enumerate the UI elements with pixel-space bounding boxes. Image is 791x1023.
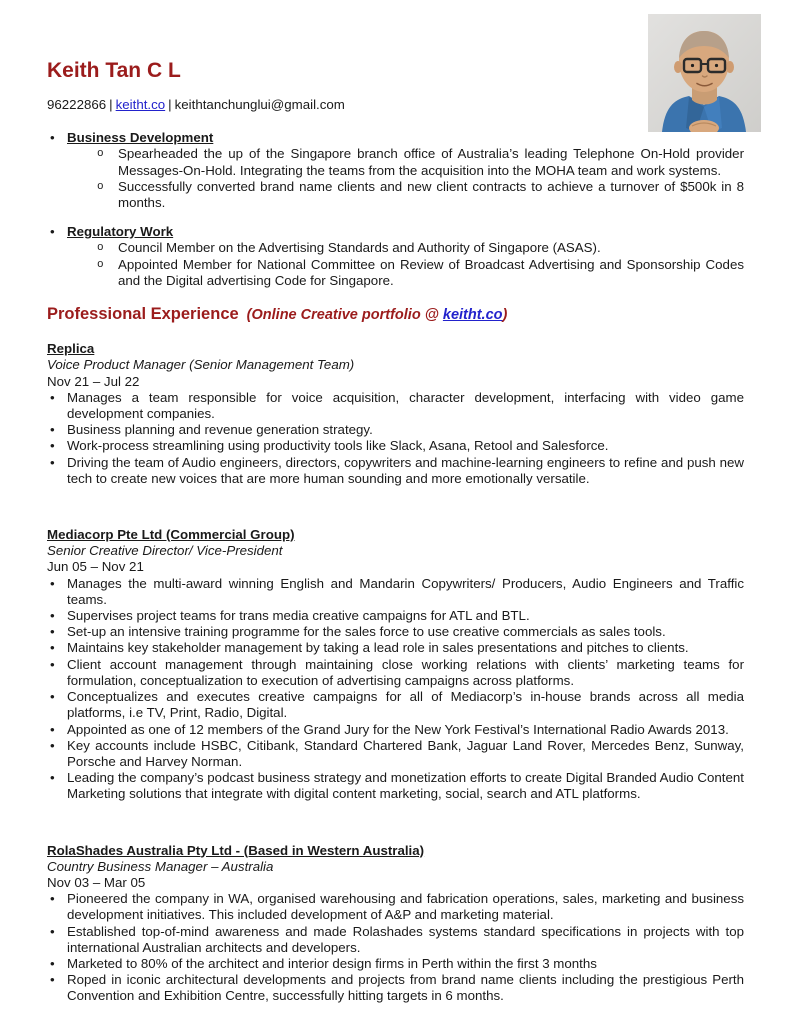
company-name: RolaShades Australia Pty Ltd - (Based in Western Australia) xyxy=(47,842,425,858)
sub-list xyxy=(94,240,744,289)
contact-separator: | xyxy=(168,97,172,112)
portfolio-note-prefix: (Online Creative portfolio @ xyxy=(246,307,443,324)
list-item: • Established top-of-mind awareness and made Rolashades systems standard specifications in projects with top international Australian architects and developers. xyxy=(47,924,744,956)
highlight-group-regulatory-work xyxy=(47,224,744,289)
list-item: • Client account management through maintaining close working relations with clients’ marketing teams for formulation, conceptualization to execution of advertising campaigns across platforms. xyxy=(47,657,744,689)
portfolio-note-suffix: ) xyxy=(502,307,508,324)
list-item: • Maintains key stakeholder management by taking a lead role in sales presentations and pitches to clients. xyxy=(47,640,744,656)
company-name: Mediacorp Pte Ltd (Commercial Group) xyxy=(47,527,295,543)
list-item: • Manages the multi-award winning English and Mandarin Copywriters/ Producers, Audio Engineers and Traffic teams. xyxy=(47,576,744,608)
list-item: • Set-up an intensive training programme for the sales force to use creative commercials as sales tools. xyxy=(47,624,744,640)
contact-line xyxy=(47,97,744,113)
job-role: Voice Product Manager (Senior Management Team) xyxy=(47,357,355,373)
list-item: • Business planning and revenue generation strategy. xyxy=(47,422,744,438)
headshot-photo-illustration xyxy=(648,14,761,132)
job-mediacorp xyxy=(47,527,744,802)
email-text: keithtanchunglui@gmail.com xyxy=(174,97,345,112)
sub-list xyxy=(94,146,744,211)
list-item: • Driving the team of Audio engineers, directors, copywriters and machine-learning engineers to refine and push new tech to create new voices that are more human sounding and more emotionally versatile. xyxy=(47,455,744,487)
portfolio-link[interactable]: keitht.co xyxy=(442,307,503,324)
job-bullet-list xyxy=(47,576,744,803)
job-role: Country Business Manager – Australia xyxy=(47,858,274,874)
section-title: Business Development xyxy=(67,130,214,146)
job-dates: Jun 05 – Nov 21 xyxy=(47,559,144,575)
contact-separator: | xyxy=(109,97,113,112)
job-rolashades xyxy=(47,843,744,1005)
list-item: • Supervises project teams for trans media creative campaigns for ATL and BTL. xyxy=(47,608,744,624)
list-item: • Conceptualizes and executes creative campaigns for all of Mediacorp’s in-house brands across all media platforms, i.e TV, Print, Radio, Digital. xyxy=(47,689,744,721)
website-link[interactable]: keitht.co xyxy=(115,97,166,112)
page-title: Keith Tan C L xyxy=(47,59,181,82)
list-item: • Marketed to 80% of the architect and interior design firms in Perth within the first 3 months xyxy=(47,956,744,972)
job-dates: Nov 03 – Mar 05 xyxy=(47,874,146,890)
list-item: • Appointed as one of 12 members of the Grand Jury for the New York Festival’s International Radio Awards 2013. xyxy=(47,722,744,738)
phone-number: 96222866 xyxy=(47,97,107,112)
professional-experience-heading xyxy=(47,305,744,323)
list-item: • Pioneered the company in WA, organised warehousing and fabrication operations, sales, marketing and business development initiatives. This included development of A&P and marketing material. xyxy=(47,891,744,923)
highlights-list xyxy=(47,130,744,289)
list-item: • Key accounts include HSBC, Citibank, Standard Chartered Bank, Jaguar Land Rover, Mercedes Benz, Sunway, Porsche and Harvey Norman. xyxy=(47,738,744,770)
section-title: Regulatory Work xyxy=(67,224,174,240)
job-bullet-list xyxy=(47,390,744,487)
job-replica xyxy=(47,341,744,487)
job-role: Senior Creative Director/ Vice-President xyxy=(47,543,283,559)
company-name: Replica xyxy=(47,341,95,357)
section-heading: Professional Experience xyxy=(47,305,239,324)
list-item: • Roped in iconic architectural developments and projects from brand name clients including the prestigious Perth Convention and Exhibition Centre, successfully hitting targets in 6 months. xyxy=(47,972,744,1004)
list-item: o Spearheaded the up of the Singapore branch office of Australia’s leading Telephone On-Hold provider Messages-On-Hold. Integrating the teams from the acquisition into the MOHA team and work systems. xyxy=(94,146,744,178)
list-item: • Manages a team responsible for voice acquisition, character development, interfacing with video game development companies. xyxy=(47,390,744,422)
job-bullet-list xyxy=(47,891,744,1004)
job-dates: Nov 21 – Jul 22 xyxy=(47,373,140,389)
highlight-group-business-development xyxy=(47,130,744,211)
list-item: o Council Member on the Advertising Standards and Authority of Singapore (ASAS). xyxy=(94,240,744,256)
list-item: • Work-process streamlining using productivity tools like Slack, Asana, Retool and Salesforce. xyxy=(47,438,744,454)
list-item: • Leading the company’s podcast business strategy and monetization efforts to create Digital Branded Audio Content Marketing solutions that integrate with digital content marketing, social, search and ATL platforms. xyxy=(47,770,744,802)
list-item: o Appointed Member for National Committee on Review of Broadcast Advertising and Sponsorship Codes and the Digital advertising Code for Singapore. xyxy=(94,257,744,289)
headshot-photo xyxy=(648,14,761,132)
portfolio-note xyxy=(247,307,508,323)
list-item: o Successfully converted brand name clients and new client contracts to achieve a turnover of $500k in 8 months. xyxy=(94,179,744,211)
